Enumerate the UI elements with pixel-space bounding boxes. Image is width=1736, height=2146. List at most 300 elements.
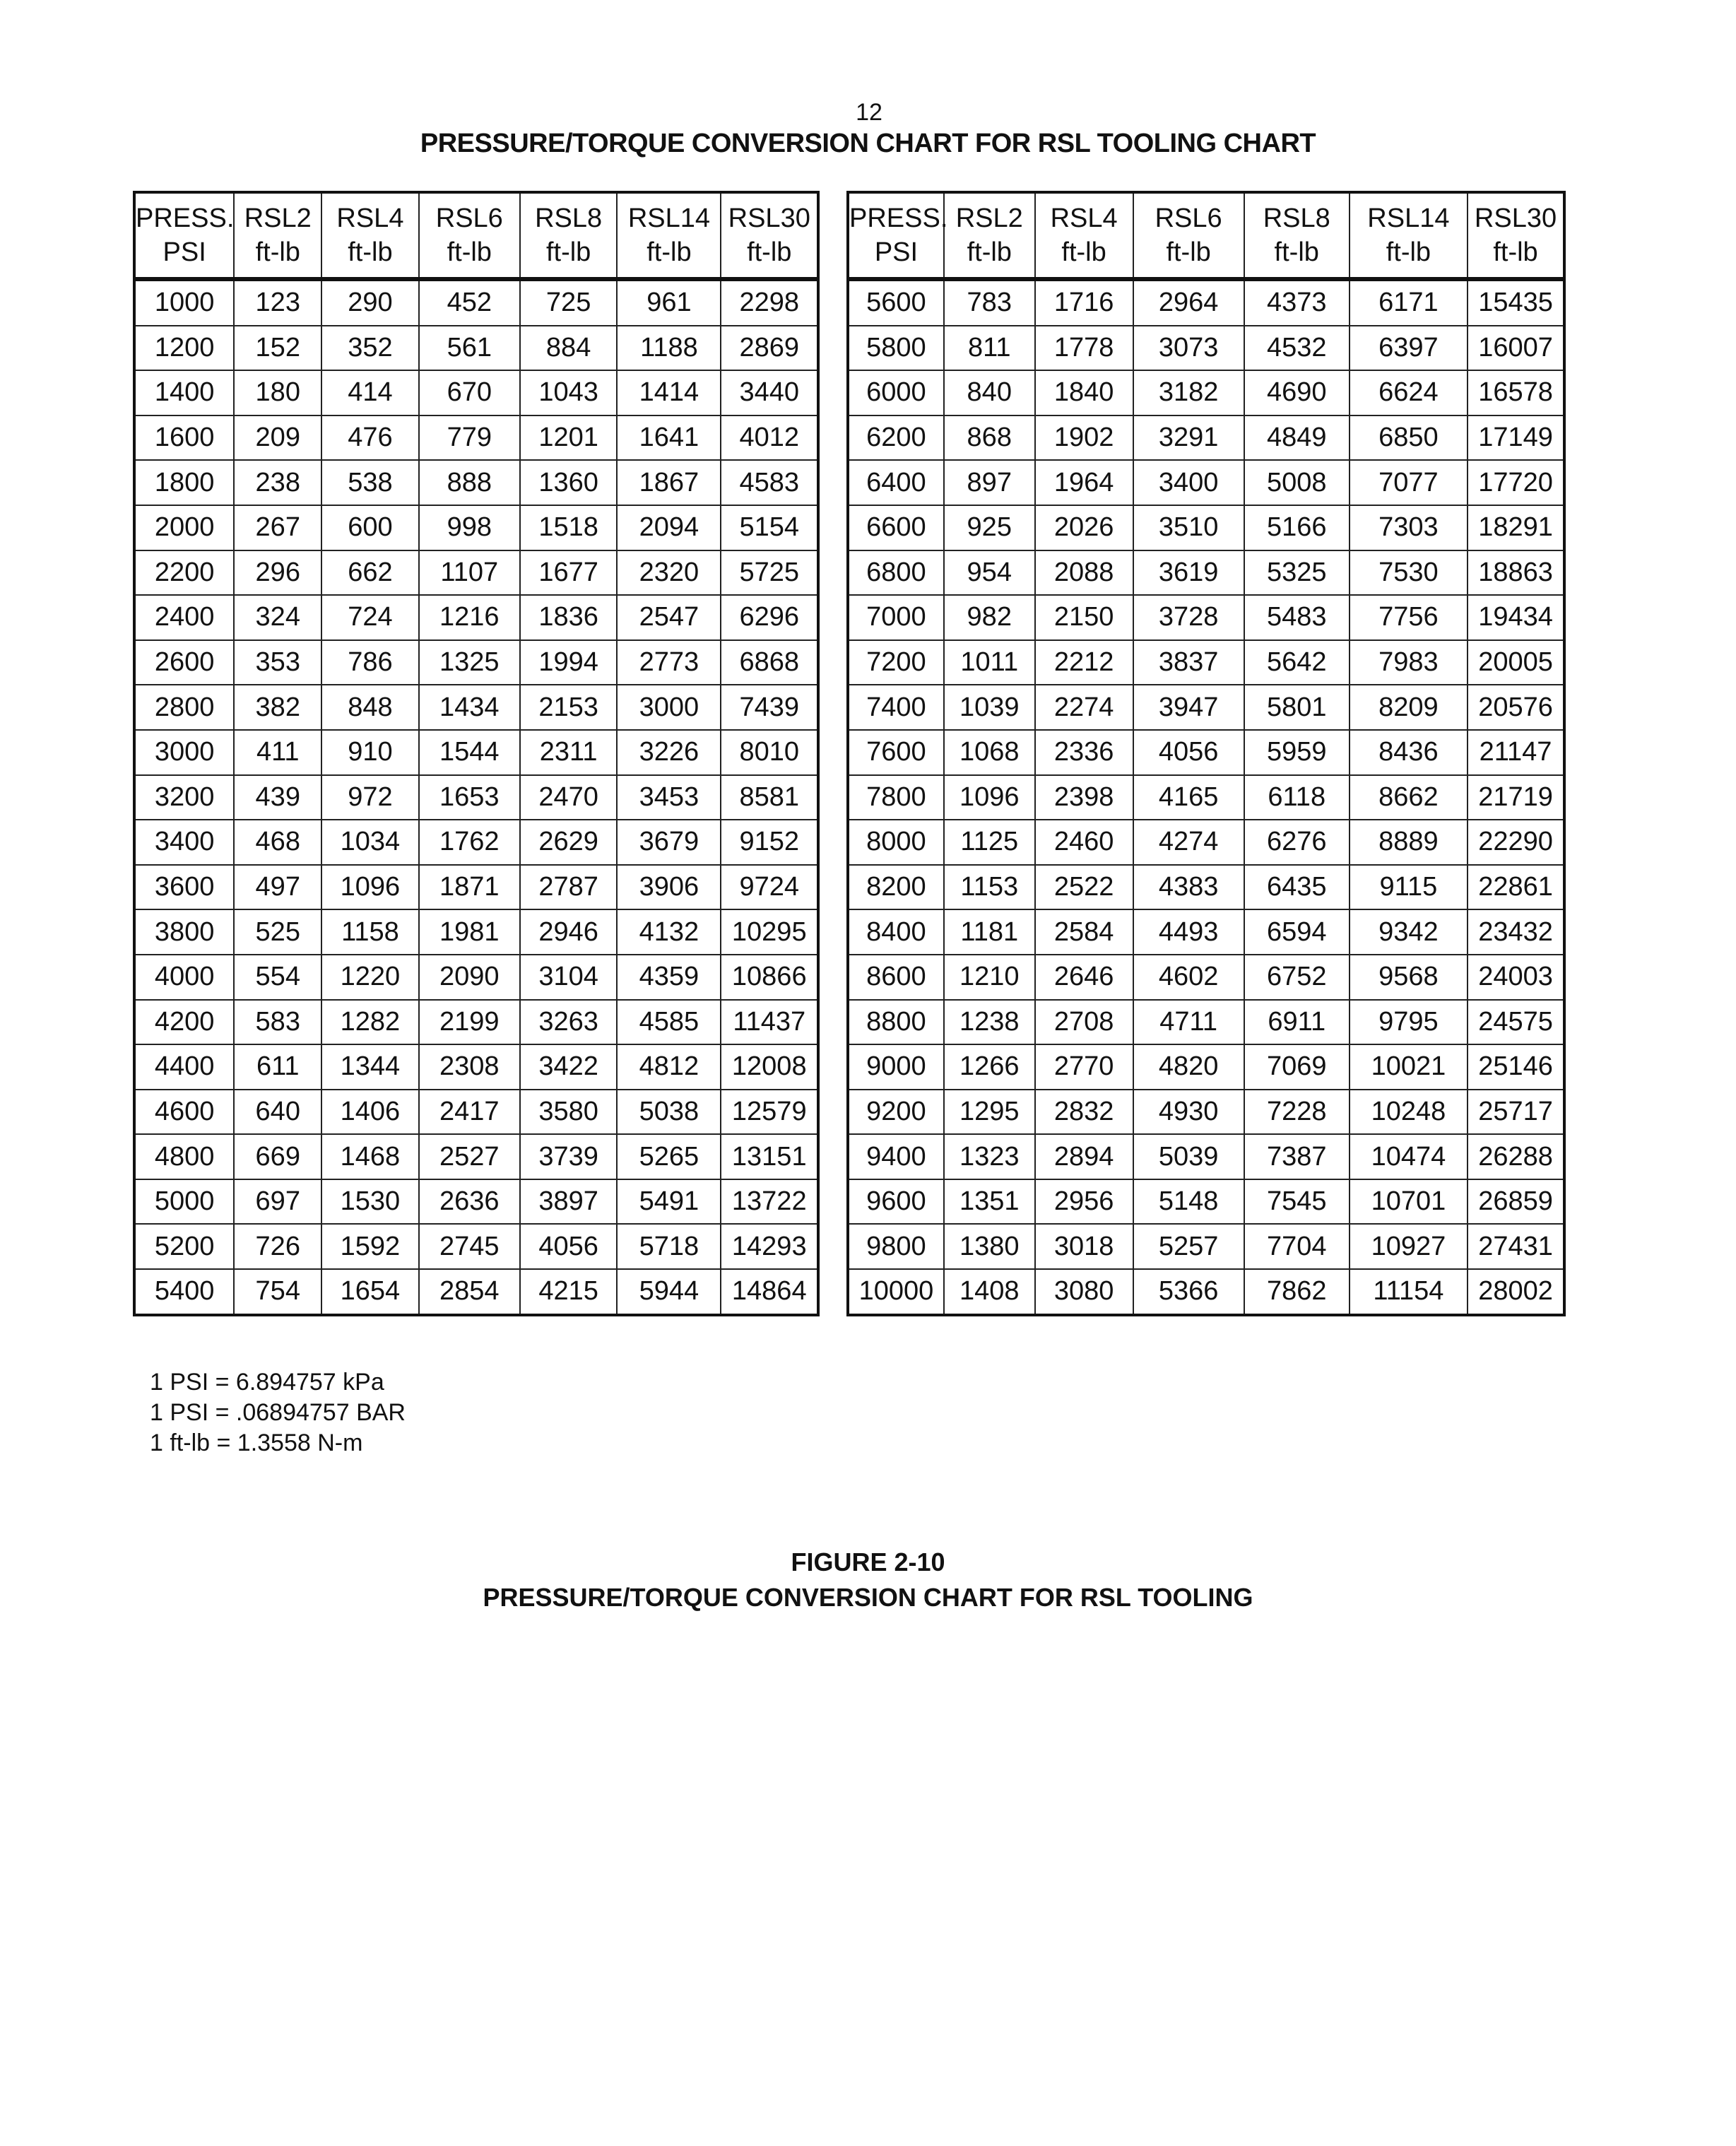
- column-header-unit: ft-lb: [967, 237, 1012, 267]
- torque-cell: 1360: [520, 460, 617, 505]
- torque-cell: 5148: [1133, 1179, 1244, 1225]
- torque-cell: 22861: [1468, 865, 1564, 910]
- pressure-cell: 8200: [848, 865, 944, 910]
- torque-cell: 1220: [321, 955, 418, 1000]
- table-row: [134, 1134, 818, 1179]
- torque-cell: 9342: [1350, 909, 1468, 955]
- pressure-cell: 3600: [134, 865, 234, 910]
- torque-cell: 5257: [1133, 1224, 1244, 1269]
- torque-cell: 2274: [1035, 685, 1133, 730]
- column-header-unit: ft-lb: [1493, 237, 1538, 267]
- torque-cell: 8436: [1350, 730, 1468, 775]
- torque-cell: 2460: [1035, 820, 1133, 865]
- torque-cell: 14293: [721, 1224, 818, 1269]
- column-header: [944, 192, 1035, 279]
- torque-cell: 28002: [1468, 1269, 1564, 1315]
- table-row: [134, 1269, 818, 1315]
- table-row: [134, 1044, 818, 1090]
- table-row: [848, 1269, 1564, 1315]
- torque-cell: 468: [234, 820, 321, 865]
- page-heading: PRESSURE/TORQUE CONVERSION CHART FOR RSL TOOLING CHART: [420, 129, 1316, 158]
- torque-cell: 4602: [1133, 955, 1244, 1000]
- pressure-cell: 1600: [134, 415, 234, 461]
- torque-cell: 669: [234, 1134, 321, 1179]
- torque-cell: 7387: [1244, 1134, 1350, 1179]
- table-row: [848, 775, 1564, 820]
- column-header-unit: ft-lb: [545, 237, 591, 267]
- torque-cell: 3453: [617, 775, 721, 820]
- torque-cell: 3739: [520, 1134, 617, 1179]
- torque-cell: 670: [419, 370, 520, 415]
- torque-cell: 848: [321, 685, 418, 730]
- table-row: [848, 550, 1564, 596]
- torque-cell: 18291: [1468, 505, 1564, 550]
- pressure-cell: 3200: [134, 775, 234, 820]
- pressure-cell: 6400: [848, 460, 944, 505]
- column-header: [321, 192, 418, 279]
- torque-cell: 411: [234, 730, 321, 775]
- torque-cell: 954: [944, 550, 1035, 596]
- table-row: [134, 279, 818, 326]
- torque-cell: 5166: [1244, 505, 1350, 550]
- torque-cell: 476: [321, 415, 418, 461]
- torque-cell: 452: [419, 279, 520, 326]
- pressure-cell: 6800: [848, 550, 944, 596]
- table-row: [134, 955, 818, 1000]
- torque-cell: 697: [234, 1179, 321, 1225]
- note-line: 1 PSI = 6.894757 kPa: [150, 1369, 384, 1396]
- torque-cell: 3580: [520, 1090, 617, 1135]
- torque-cell: 2773: [617, 640, 721, 685]
- column-header-top: RSL2: [955, 204, 1023, 233]
- table-row: [848, 460, 1564, 505]
- torque-cell: 10701: [1350, 1179, 1468, 1225]
- torque-cell: 6850: [1350, 415, 1468, 461]
- torque-cell: 5718: [617, 1224, 721, 1269]
- column-header-top: RSL4: [336, 204, 404, 233]
- table-row: [134, 505, 818, 550]
- torque-cell: 888: [419, 460, 520, 505]
- column-header: [848, 192, 948, 279]
- torque-cell: 1096: [944, 775, 1035, 820]
- torque-cell: 1406: [321, 1090, 418, 1135]
- torque-cell: 8581: [721, 775, 818, 820]
- table-row: [848, 1044, 1564, 1090]
- torque-cell: 868: [944, 415, 1035, 461]
- torque-cell: 4012: [721, 415, 818, 461]
- torque-cell: 1434: [419, 685, 520, 730]
- table-row: [848, 1224, 1564, 1269]
- pressure-cell: 4200: [134, 1000, 234, 1045]
- torque-cell: 1716: [1035, 279, 1133, 326]
- torque-cell: 2094: [617, 505, 721, 550]
- column-header-unit: ft-lb: [1274, 237, 1319, 267]
- torque-cell: 20005: [1468, 640, 1564, 685]
- torque-cell: 2090: [419, 955, 520, 1000]
- pressure-cell: 6200: [848, 415, 944, 461]
- column-header-top: RSL2: [244, 204, 312, 233]
- torque-cell: 724: [321, 595, 418, 640]
- torque-cell: 7530: [1350, 550, 1468, 596]
- torque-cell: 5491: [617, 1179, 721, 1225]
- torque-cell: 7069: [1244, 1044, 1350, 1090]
- torque-cell: 1181: [944, 909, 1035, 955]
- torque-cell: 925: [944, 505, 1035, 550]
- torque-cell: 2854: [419, 1269, 520, 1315]
- torque-cell: 3728: [1133, 595, 1244, 640]
- torque-cell: 4056: [520, 1224, 617, 1269]
- table-row: [134, 1179, 818, 1225]
- torque-cell: 1778: [1035, 326, 1133, 371]
- column-header: [1350, 192, 1468, 279]
- torque-cell: 4820: [1133, 1044, 1244, 1090]
- torque-cell: 2199: [419, 1000, 520, 1045]
- torque-cell: 2150: [1035, 595, 1133, 640]
- torque-cell: 2336: [1035, 730, 1133, 775]
- torque-cell: 2787: [520, 865, 617, 910]
- torque-cell: 5039: [1133, 1134, 1244, 1179]
- torque-cell: 4274: [1133, 820, 1244, 865]
- pressure-cell: 9200: [848, 1090, 944, 1135]
- torque-cell: 4711: [1133, 1000, 1244, 1045]
- torque-cell: 10866: [721, 955, 818, 1000]
- torque-cell: 16007: [1468, 326, 1564, 371]
- torque-cell: 3906: [617, 865, 721, 910]
- torque-cell: 4583: [721, 460, 818, 505]
- torque-cell: 5944: [617, 1269, 721, 1315]
- torque-cell: 9115: [1350, 865, 1468, 910]
- torque-cell: 6296: [721, 595, 818, 640]
- column-header-top: PRESS.: [136, 204, 235, 233]
- torque-cell: 2527: [419, 1134, 520, 1179]
- torque-cell: 352: [321, 326, 418, 371]
- torque-cell: 1344: [321, 1044, 418, 1090]
- torque-cell: 2636: [419, 1179, 520, 1225]
- torque-cell: 2547: [617, 595, 721, 640]
- torque-cell: 1994: [520, 640, 617, 685]
- pressure-cell: 8600: [848, 955, 944, 1000]
- torque-cell: 21719: [1468, 775, 1564, 820]
- table-row: [848, 1179, 1564, 1225]
- torque-cell: 3510: [1133, 505, 1244, 550]
- table-row: [134, 550, 818, 596]
- column-header-unit: ft-lb: [1061, 237, 1106, 267]
- torque-cell: 1981: [419, 909, 520, 955]
- column-header-unit: ft-lb: [1386, 237, 1431, 267]
- torque-cell: 600: [321, 505, 418, 550]
- column-header-top: RSL14: [627, 204, 711, 233]
- note-line: 1 PSI = .06894757 BAR: [150, 1399, 406, 1426]
- torque-cell: 290: [321, 279, 418, 326]
- table-row: [134, 595, 818, 640]
- torque-cell: 1414: [617, 370, 721, 415]
- pressure-cell: 5600: [848, 279, 944, 326]
- torque-cell: 910: [321, 730, 418, 775]
- table-body: [848, 279, 1564, 1315]
- table-row: [848, 730, 1564, 775]
- table-row: [134, 415, 818, 461]
- torque-cell: 998: [419, 505, 520, 550]
- torque-cell: 9795: [1350, 1000, 1468, 1045]
- torque-cell: 6868: [721, 640, 818, 685]
- torque-cell: 2212: [1035, 640, 1133, 685]
- torque-cell: 1043: [520, 370, 617, 415]
- torque-cell: 152: [234, 326, 321, 371]
- torque-cell: 439: [234, 775, 321, 820]
- table-row: [134, 1224, 818, 1269]
- torque-cell: 1530: [321, 1179, 418, 1225]
- pressure-cell: 7200: [848, 640, 944, 685]
- torque-cell: 24575: [1468, 1000, 1564, 1045]
- torque-cell: 611: [234, 1044, 321, 1090]
- table-body: [134, 279, 818, 1315]
- torque-cell: 1158: [321, 909, 418, 955]
- pressure-cell: 3800: [134, 909, 234, 955]
- torque-cell: 6276: [1244, 820, 1350, 865]
- torque-cell: 1902: [1035, 415, 1133, 461]
- column-header-top: RSL4: [1050, 204, 1118, 233]
- pressure-cell: 2200: [134, 550, 234, 596]
- torque-cell: 4215: [520, 1269, 617, 1315]
- table-row: [848, 326, 1564, 371]
- pressure-cell: 1000: [134, 279, 234, 326]
- torque-cell: 9152: [721, 820, 818, 865]
- torque-cell: 27431: [1468, 1224, 1564, 1269]
- pressure-cell: 7000: [848, 595, 944, 640]
- torque-cell: 5008: [1244, 460, 1350, 505]
- torque-cell: 1351: [944, 1179, 1035, 1225]
- torque-cell: 7303: [1350, 505, 1468, 550]
- table-row: [134, 370, 818, 415]
- pressure-cell: 8800: [848, 1000, 944, 1045]
- torque-cell: 4056: [1133, 730, 1244, 775]
- torque-cell: 786: [321, 640, 418, 685]
- torque-cell: 662: [321, 550, 418, 596]
- column-header-top: RSL30: [1474, 204, 1557, 233]
- torque-cell: 754: [234, 1269, 321, 1315]
- table-row: [134, 460, 818, 505]
- torque-cell: 884: [520, 326, 617, 371]
- table-row: [134, 730, 818, 775]
- torque-cell: 961: [617, 279, 721, 326]
- torque-cell: 9568: [1350, 955, 1468, 1000]
- torque-cell: 2584: [1035, 909, 1133, 955]
- pressure-cell: 3400: [134, 820, 234, 865]
- pressure-cell: 4800: [134, 1134, 234, 1179]
- torque-cell: 353: [234, 640, 321, 685]
- torque-cell: 583: [234, 1000, 321, 1045]
- column-header-unit: ft-lb: [646, 237, 692, 267]
- torque-cell: 1325: [419, 640, 520, 685]
- torque-cell: 15435: [1468, 279, 1564, 326]
- torque-cell: 26288: [1468, 1134, 1564, 1179]
- torque-cell: 7228: [1244, 1090, 1350, 1135]
- torque-cell: 238: [234, 460, 321, 505]
- table-row: [848, 1000, 1564, 1045]
- torque-cell: 2894: [1035, 1134, 1133, 1179]
- torque-cell: 10927: [1350, 1224, 1468, 1269]
- table-row: [134, 865, 818, 910]
- column-header: [1035, 192, 1133, 279]
- torque-cell: 4690: [1244, 370, 1350, 415]
- table-row: [848, 1134, 1564, 1179]
- torque-cell: 7077: [1350, 460, 1468, 505]
- torque-cell: 4373: [1244, 279, 1350, 326]
- torque-cell: 3000: [617, 685, 721, 730]
- torque-cell: 3440: [721, 370, 818, 415]
- torque-cell: 25146: [1468, 1044, 1564, 1090]
- torque-cell: 726: [234, 1224, 321, 1269]
- torque-cell: 1238: [944, 1000, 1035, 1045]
- column-header-unit: ft-lb: [348, 237, 393, 267]
- torque-cell: 840: [944, 370, 1035, 415]
- torque-cell: 2770: [1035, 1044, 1133, 1090]
- table-row: [134, 1090, 818, 1135]
- torque-cell: 9724: [721, 865, 818, 910]
- torque-cell: 25717: [1468, 1090, 1564, 1135]
- torque-cell: 3018: [1035, 1224, 1133, 1269]
- torque-cell: 4812: [617, 1044, 721, 1090]
- torque-cell: 6624: [1350, 370, 1468, 415]
- torque-cell: 26859: [1468, 1179, 1564, 1225]
- figure-label: FIGURE 2-10: [791, 1547, 945, 1576]
- torque-cell: 5642: [1244, 640, 1350, 685]
- torque-cell: 497: [234, 865, 321, 910]
- torque-cell: 13722: [721, 1179, 818, 1225]
- torque-cell: 1592: [321, 1224, 418, 1269]
- pressure-cell: 9400: [848, 1134, 944, 1179]
- pressure-cell: 7600: [848, 730, 944, 775]
- pressure-cell: 5800: [848, 326, 944, 371]
- pressure-cell: 6000: [848, 370, 944, 415]
- torque-cell: 2745: [419, 1224, 520, 1269]
- torque-cell: 267: [234, 505, 321, 550]
- torque-cell: 5366: [1133, 1269, 1244, 1315]
- torque-cell: 1295: [944, 1090, 1035, 1135]
- torque-cell: 1867: [617, 460, 721, 505]
- pressure-cell: 9000: [848, 1044, 944, 1090]
- torque-cell: 6594: [1244, 909, 1350, 955]
- torque-cell: 4383: [1133, 865, 1244, 910]
- torque-cell: 3291: [1133, 415, 1244, 461]
- torque-cell: 18863: [1468, 550, 1564, 596]
- torque-cell: 20576: [1468, 685, 1564, 730]
- table-row: [134, 909, 818, 955]
- torque-cell: 4849: [1244, 415, 1350, 461]
- pressure-cell: 4400: [134, 1044, 234, 1090]
- torque-cell: 414: [321, 370, 418, 415]
- torque-cell: 8662: [1350, 775, 1468, 820]
- column-header: [1133, 192, 1244, 279]
- pressure-cell: 1400: [134, 370, 234, 415]
- torque-cell: 3619: [1133, 550, 1244, 596]
- table-row: [848, 865, 1564, 910]
- torque-cell: 2320: [617, 550, 721, 596]
- torque-cell: 8010: [721, 730, 818, 775]
- torque-cell: 5801: [1244, 685, 1350, 730]
- column-header-top: RSL14: [1367, 204, 1450, 233]
- torque-cell: 5483: [1244, 595, 1350, 640]
- torque-cell: 4532: [1244, 326, 1350, 371]
- torque-cell: 3104: [520, 955, 617, 1000]
- pressure-cell: 4000: [134, 955, 234, 1000]
- conversion-table-right: [846, 191, 1566, 1316]
- table-row: [848, 909, 1564, 955]
- torque-cell: 10021: [1350, 1044, 1468, 1090]
- column-header: [1244, 192, 1350, 279]
- pressure-cell: 7800: [848, 775, 944, 820]
- column-header-top: PRESS.: [849, 204, 948, 233]
- pressure-cell: 9800: [848, 1224, 944, 1269]
- torque-cell: 17149: [1468, 415, 1564, 461]
- pressure-cell: 1200: [134, 326, 234, 371]
- torque-cell: 779: [419, 415, 520, 461]
- torque-cell: 538: [321, 460, 418, 505]
- torque-cell: 3080: [1035, 1269, 1133, 1315]
- torque-cell: 19434: [1468, 595, 1564, 640]
- figure-caption: PRESSURE/TORQUE CONVERSION CHART FOR RSL TOOLING: [483, 1583, 1253, 1612]
- torque-cell: 5038: [617, 1090, 721, 1135]
- torque-cell: 12579: [721, 1090, 818, 1135]
- torque-cell: 2311: [520, 730, 617, 775]
- column-header: [419, 192, 520, 279]
- torque-cell: 7439: [721, 685, 818, 730]
- torque-cell: 11437: [721, 1000, 818, 1045]
- column-header: [617, 192, 721, 279]
- torque-cell: 811: [944, 326, 1035, 371]
- pressure-cell: 8000: [848, 820, 944, 865]
- torque-cell: 1840: [1035, 370, 1133, 415]
- table-row: [848, 370, 1564, 415]
- table-row: [848, 279, 1564, 326]
- torque-cell: 6171: [1350, 279, 1468, 326]
- table-row: [848, 820, 1564, 865]
- torque-cell: 1654: [321, 1269, 418, 1315]
- torque-cell: 1518: [520, 505, 617, 550]
- column-header-unit: ft-lb: [1166, 237, 1211, 267]
- torque-cell: 2026: [1035, 505, 1133, 550]
- column-header: [520, 192, 617, 279]
- torque-cell: 5725: [721, 550, 818, 596]
- torque-cell: 5265: [617, 1134, 721, 1179]
- torque-cell: 3947: [1133, 685, 1244, 730]
- torque-cell: 725: [520, 279, 617, 326]
- torque-cell: 3897: [520, 1179, 617, 1225]
- torque-cell: 6435: [1244, 865, 1350, 910]
- pressure-cell: 5200: [134, 1224, 234, 1269]
- pressure-cell: 3000: [134, 730, 234, 775]
- pressure-cell: 10000: [848, 1269, 944, 1315]
- torque-cell: 1216: [419, 595, 520, 640]
- torque-cell: 8209: [1350, 685, 1468, 730]
- torque-cell: 2470: [520, 775, 617, 820]
- torque-cell: 1039: [944, 685, 1035, 730]
- torque-cell: 180: [234, 370, 321, 415]
- torque-cell: 897: [944, 460, 1035, 505]
- torque-cell: 2522: [1035, 865, 1133, 910]
- pressure-cell: 6600: [848, 505, 944, 550]
- torque-cell: 3679: [617, 820, 721, 865]
- torque-cell: 2646: [1035, 955, 1133, 1000]
- torque-cell: 2869: [721, 326, 818, 371]
- torque-cell: 3226: [617, 730, 721, 775]
- torque-cell: 1323: [944, 1134, 1035, 1179]
- torque-cell: 4493: [1133, 909, 1244, 955]
- torque-cell: 1282: [321, 1000, 418, 1045]
- torque-cell: 2708: [1035, 1000, 1133, 1045]
- torque-cell: 6911: [1244, 1000, 1350, 1045]
- torque-cell: 561: [419, 326, 520, 371]
